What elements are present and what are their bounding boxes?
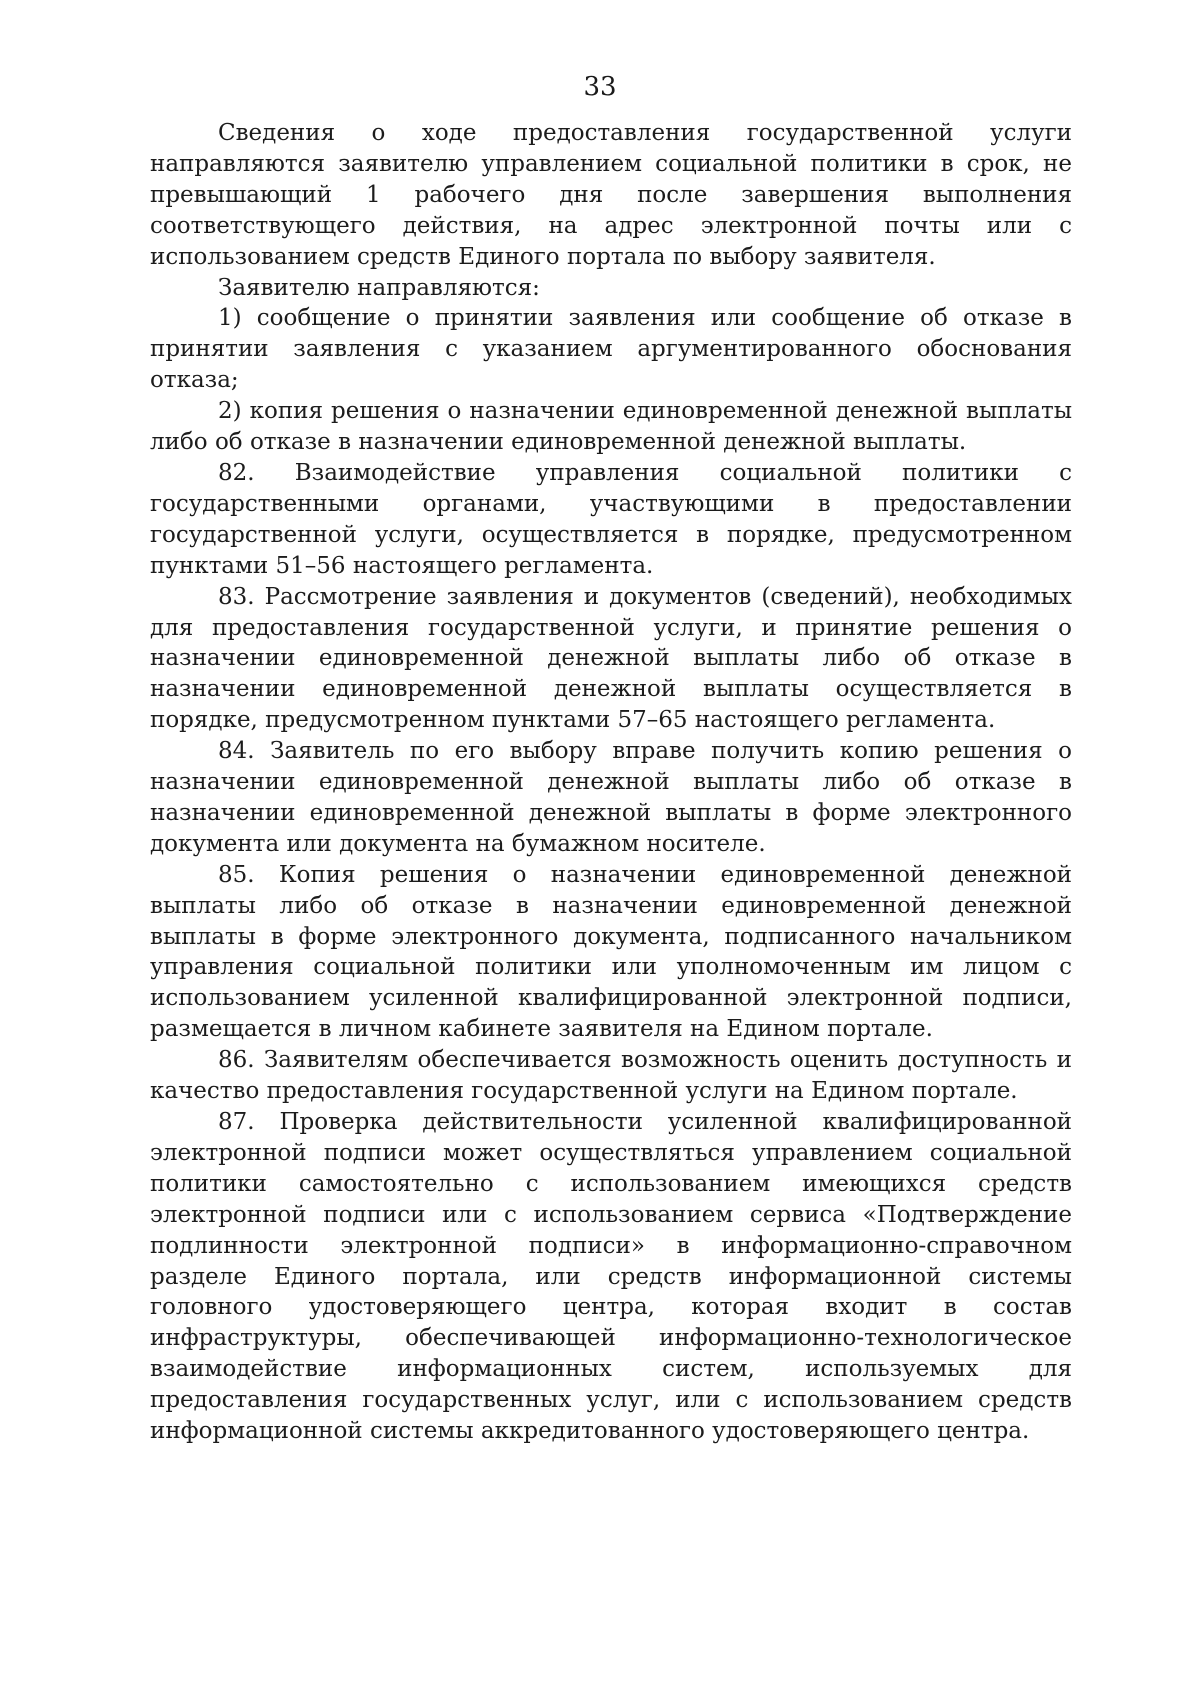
page-number: 33 (583, 72, 617, 102)
clause-84: 84. Заявитель по его выбору вправе получить копию решения о назначении единовременной денежной выплаты либо об отказе в назначении единовременной денежной выплаты в форме электронного документа или документа на бумажном носителе. (150, 738, 1072, 857)
clause-87: 87. Проверка действительности усиленной квалифицированной электронной подписи может осуществляться управлением социальной политики самостоятельно с использованием имеющихся средств электронной подписи или с использованием сервиса «Подтверждение подлинности электронной подписи» в информационно-справочном разделе Единого портала, или средств информационной системы головного удостоверяющего центра, которая входит в состав инфраструктуры, обеспечивающей информационно-технологическое взаимодействие информационных систем, используемых для предоставления государственных услуг, или с использованием средств информационной системы аккредитованного удостоверяющего центра. (150, 1109, 1072, 1445)
paragraph: Сведения о ходе предоставления государственной услуги направляются заявителю управлением социальной политики в срок, не превышающий 1 рабочего дня после завершения выполнения соответствующего действия, на адрес электронной почты или с использованием средств Единого портала по выбору заявителя. (150, 120, 1072, 270)
clause-83: 83. Рассмотрение заявления и документов (сведений), необходимых для предоставления государственной услуги, и принятие решения о назначении единовременной денежной выплаты либо об отказе в назначении единовременной денежной выплаты осуществляется в порядке, предусмотренном пунктами 57–65 настоящего регламента. (150, 583, 1072, 734)
clause-86: 86. Заявителям обеспечивается возможность оценить доступность и качество предоставления государственной услуги на Едином портале. (150, 1047, 1072, 1105)
body-text (150, 118, 1072, 1447)
paragraph: Заявителю направляются: (218, 274, 540, 301)
clause-85: 85. Копия решения о назначении единовременной денежной выплаты либо об отказе в назначении единовременной денежной выплаты в форме электронного документа, подписанного начальником управления социальной политики или уполномоченным им лицом с использованием усиленной квалифицированной электронной подписи, размещается в личном кабинете заявителя на Едином портале. (150, 861, 1072, 1043)
clause-82: 82. Взаимодействие управления социальной политики с государственными органами, участвующими в предоставлении государственной услуги, осуществляется в порядке, предусмотренном пунктами 51–56 настоящего регламента. (150, 459, 1072, 579)
list-item: 2) копия решения о назначении единовременной денежной выплаты либо об отказе в назначении единовременной денежной выплаты. (150, 398, 1072, 456)
list-item: 1) сообщение о принятии заявления или сообщение об отказе в принятии заявления с указанием аргументированного обоснования отказа; (150, 305, 1072, 394)
